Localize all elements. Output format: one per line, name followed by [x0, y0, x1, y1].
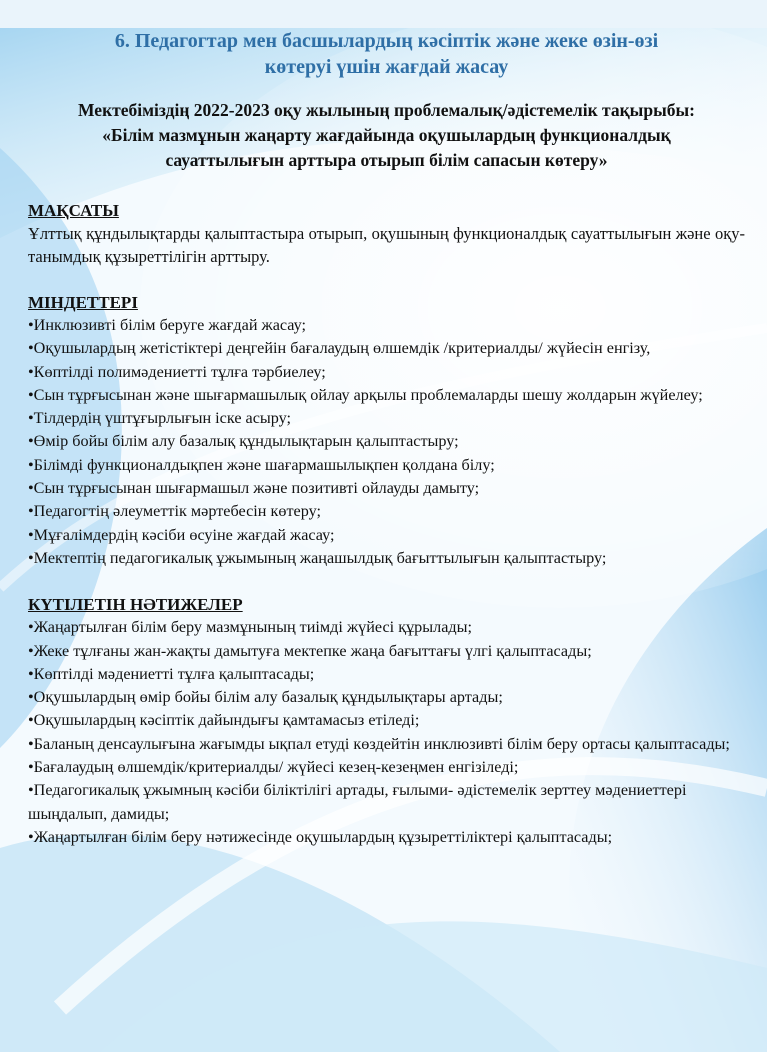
list-item: • Жеке тұлғаны жан-жақты дамытуға мектепке жаңа бағыттағы үлгі қалыптасады; — [28, 640, 745, 663]
tasks-heading: МІНДЕТТЕРІ — [28, 293, 138, 312]
list-item: • Бағалаудың өлшемдік/критериалды/ жүйесі кезең-кезеңмен енгізіледі; — [28, 756, 745, 779]
list-item: • Мектептің педагогикалық ұжымының жаңашылдық бағыттылығын қалыптастыру; — [28, 547, 745, 570]
goal-text: Ұлттық құндылықтарды қалыптастыра отырып, оқушының функционалдық сауаттылығын және оқу-танымдық құзыреттілігін арттыру. — [28, 224, 745, 266]
list-item: • Сын тұрғысынан және шығармашылық ойлау арқылы проблемаларды шешу жолдарын жүйелеу; — [28, 384, 745, 407]
goal-heading: МАҚСАТЫ — [28, 201, 119, 220]
list-item: • Білімді функционалдықпен және шағармашылықпен қолдана білу; — [28, 454, 745, 477]
results-list — [28, 616, 745, 849]
document-page — [0, 28, 767, 849]
list-item: • Педагогикалық ұжымның кәсіби біліктілігі артады, ғылыми- әдістемелік зерттеу мәдениеттері шыңдалып, дамиды; — [28, 779, 745, 826]
list-item: • Баланың денсаулығына жағымды ықпал етуді көздейтін инклюзивті білім беру ортасы қалыптасады; — [28, 733, 745, 756]
tasks-section — [28, 291, 745, 570]
page-title — [28, 28, 745, 80]
theme-line-2: «Білім мазмұнын жаңарту жағдайында оқушылардың функционалдық — [102, 125, 671, 145]
list-item: • Көптілді полимәдениетті тұлға тәрбиелеу; — [28, 361, 745, 384]
title-line-2: көтеруі үшін жағдай жасау — [264, 56, 509, 78]
list-item: • Педагогтің әлеуметтік мәртебесін көтеру; — [28, 500, 745, 523]
title-line-1: 6. Педагогтар мен басшылардың кәсіптік және жеке өзін-өзі — [114, 30, 659, 52]
list-item: • Мұғалімдердің кәсіби өсуіне жағдай жасау; — [28, 524, 745, 547]
list-item: • Оқушылардың кәсіптік дайындығы қамтамасыз етіледі; — [28, 709, 745, 732]
list-item: • Тілдердің үштұғырлығын іске асыру; — [28, 407, 745, 430]
list-item: • Сын тұрғысынан шығармашыл және позитивті ойлауды дамыту; — [28, 477, 745, 500]
theme-line-3: сауаттылығын арттыра отырып білім сапасын көтеру» — [165, 150, 608, 170]
list-item: • Жаңартылған білім беру мазмұнының тиімді жүйесі құрылады; — [28, 616, 745, 639]
list-item: • Жаңартылған білім беру нәтижесінде оқушылардың құзыреттіліктері қалыптасады; — [28, 826, 745, 849]
list-item: • Өмір бойы білім алу базалық құндылықтарын қалыптастыру; — [28, 430, 745, 453]
results-section — [28, 593, 745, 849]
list-item: • Оқушылардың жетістіктері деңгейін бағалаудың өлшемдік /критериалды/ жүйесін енгізу, — [28, 337, 745, 360]
theme-line-1: Мектебіміздің 2022-2023 оқу жылының проблемалық/әдістемелік тақырыбы: — [78, 100, 695, 120]
tasks-list — [28, 314, 745, 570]
results-heading: КҮТІЛЕТІН НӘТИЖЕЛЕР — [28, 595, 243, 615]
goal-section — [28, 199, 745, 268]
list-item: • Оқушылардың өмір бойы білім алу базалық құндылықтары артады; — [28, 686, 745, 709]
list-item: • Көптілді мәдениетті тұлға қалыптасады; — [28, 663, 745, 686]
list-item: • Инклюзивті білім беруге жағдай жасау; — [28, 314, 745, 337]
methodological-theme — [28, 98, 745, 173]
